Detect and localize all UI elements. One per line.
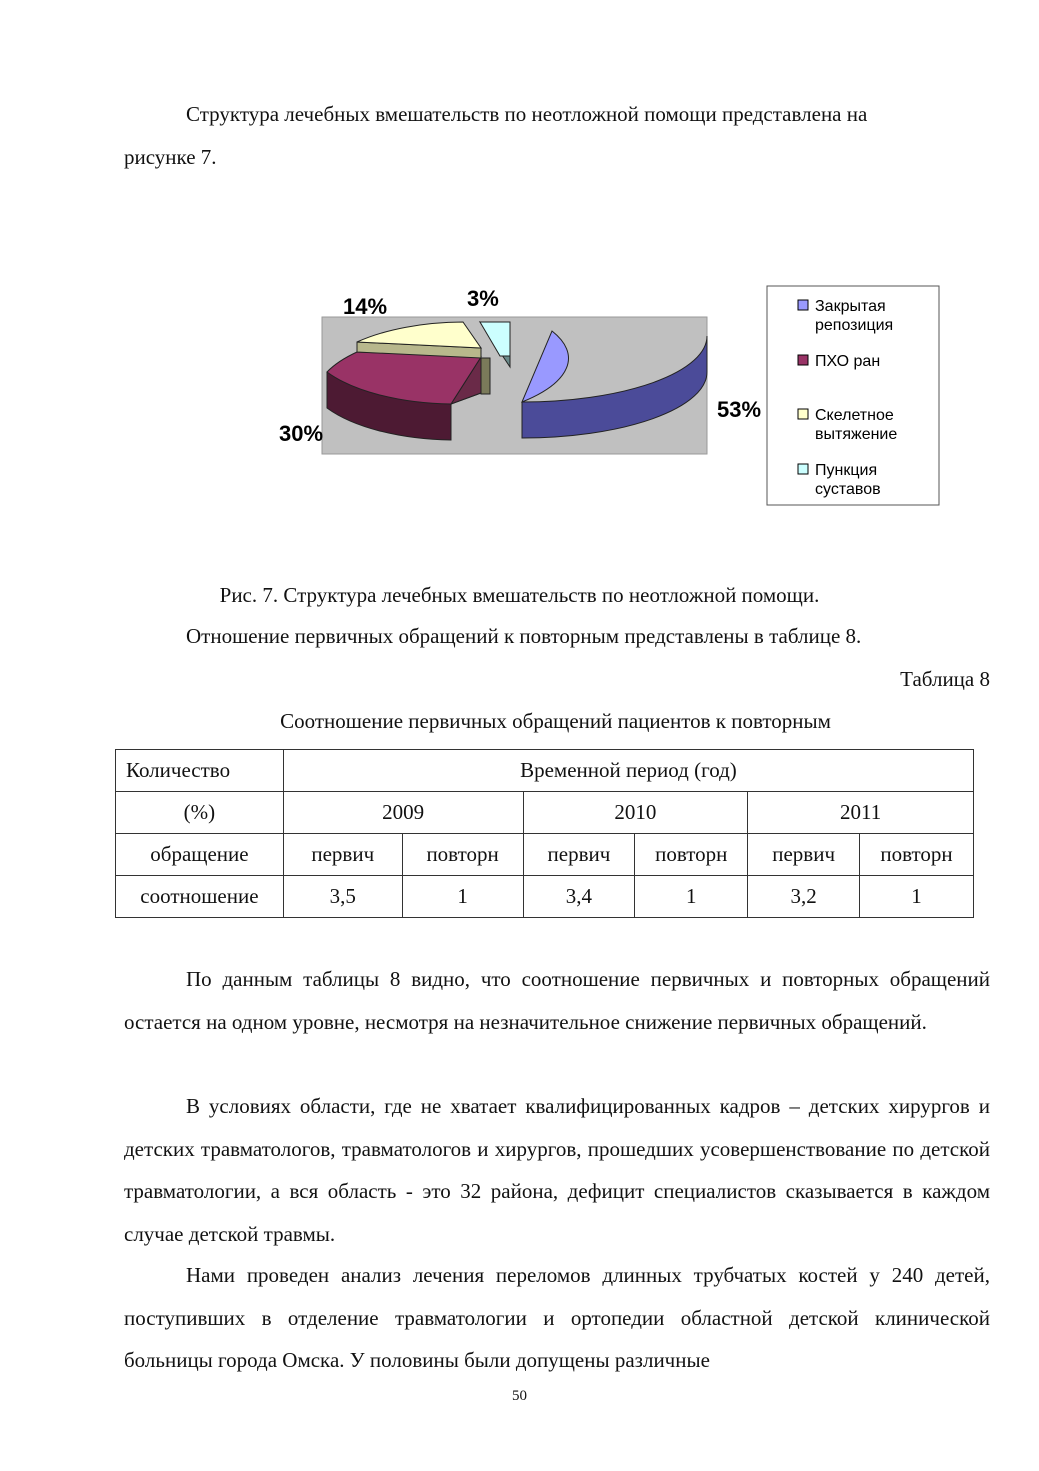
table-row <box>116 876 974 918</box>
year-2009: 2009 <box>283 792 523 834</box>
legend-swatch-pho-ran <box>798 355 808 365</box>
intro-line-1: Структура лечебных вмешательств по неотложной помощи представлена на <box>186 102 868 126</box>
data-label-14: 14% <box>343 294 388 319</box>
year-2010: 2010 <box>523 792 748 834</box>
col1-header-line1: Количество <box>116 750 284 792</box>
table-cell: повторн <box>402 834 523 876</box>
legend-label-punkciya-line2: суставов <box>815 481 881 498</box>
legend-label-zakrytaya-line2: репозиция <box>815 317 894 334</box>
table-row <box>116 834 974 876</box>
ratio-table <box>115 749 974 918</box>
relation-paragraph <box>124 615 990 658</box>
page-number: 50 <box>512 1388 527 1404</box>
row-label-obrashchenie: обращение <box>116 834 284 876</box>
row-label-sootnoshenie: соотношение <box>116 876 284 918</box>
table-cell: 3,5 <box>283 876 402 918</box>
relation-text: Отношение первичных обращений к повторным представлены в таблице 8. <box>186 624 862 648</box>
intro-paragraph <box>124 93 990 178</box>
table-cell: 3,2 <box>748 876 860 918</box>
paragraph-1 <box>124 958 990 1043</box>
paragraph-1-text: По данным таблицы 8 видно, что соотношение первичных и повторных обращений остается на одном уровне, несмотря на незначительное снижение первичных обращений. <box>124 967 990 1034</box>
period-header: Временной период (год) <box>283 750 973 792</box>
table-cell: повторн <box>635 834 748 876</box>
table-cell: первич <box>283 834 402 876</box>
table-cell: первич <box>748 834 860 876</box>
data-label-30: 30% <box>279 421 324 446</box>
paragraph-3 <box>124 1254 990 1382</box>
paragraph-3-text: Нами проведен анализ лечения переломов длинных трубчатых костей у 240 детей, поступивших в отделение травматологии и ортопедии областной детской клинической больницы города Омска. У половины были допущены различные <box>124 1263 990 1372</box>
chart-legend <box>767 286 939 505</box>
legend-swatch-punkciya-sustavov <box>798 464 808 474</box>
intro-line-2: рисунке 7. <box>124 144 217 169</box>
table-header-row-2 <box>116 792 974 834</box>
legend-swatch-zakrytaya-repoziciya <box>798 300 808 310</box>
table-cell: 1 <box>635 876 748 918</box>
table-cell: повторн <box>860 834 974 876</box>
legend-label-skeletnoe-line1: Скелетное <box>815 407 894 424</box>
data-label-53: 53% <box>717 397 762 422</box>
table-cell: 1 <box>860 876 974 918</box>
legend-label-pho-ran: ПХО ран <box>815 353 881 370</box>
year-2011: 2011 <box>748 792 974 834</box>
table-header-row-1 <box>116 750 974 792</box>
data-label-3: 3% <box>467 286 499 311</box>
table-cell: первич <box>523 834 635 876</box>
table-title: Соотношение первичных обращений пациентов к повторным <box>280 709 831 733</box>
legend-label-skeletnoe-line2: вытяжение <box>815 426 898 443</box>
figure-caption: Рис. 7. Структура лечебных вмешательств по неотложной помощи. <box>219 583 820 607</box>
table-cell: 3,4 <box>523 876 635 918</box>
paragraph-2 <box>124 1085 990 1255</box>
col1-header-line2: (%) <box>116 792 284 834</box>
table-label: Таблица 8 <box>900 667 990 691</box>
pie-chart <box>270 280 970 520</box>
legend-swatch-skeletnoe-vytyazhenie <box>798 409 808 419</box>
paragraph-2-text: В условиях области, где не хватает квалифицированных кадров – детских хирургов и детских травматологов, травматологов и хирургов, прошедших усовершенствование по детской травматологии, а вся область - это 32 района, дефицит специалистов сказывается в каждом случае детской травмы. <box>124 1094 990 1246</box>
table-cell: 1 <box>402 876 523 918</box>
legend-label-punkciya-line1: Пункция <box>815 462 878 479</box>
legend-label-zakrytaya-line1: Закрытая <box>815 298 886 315</box>
